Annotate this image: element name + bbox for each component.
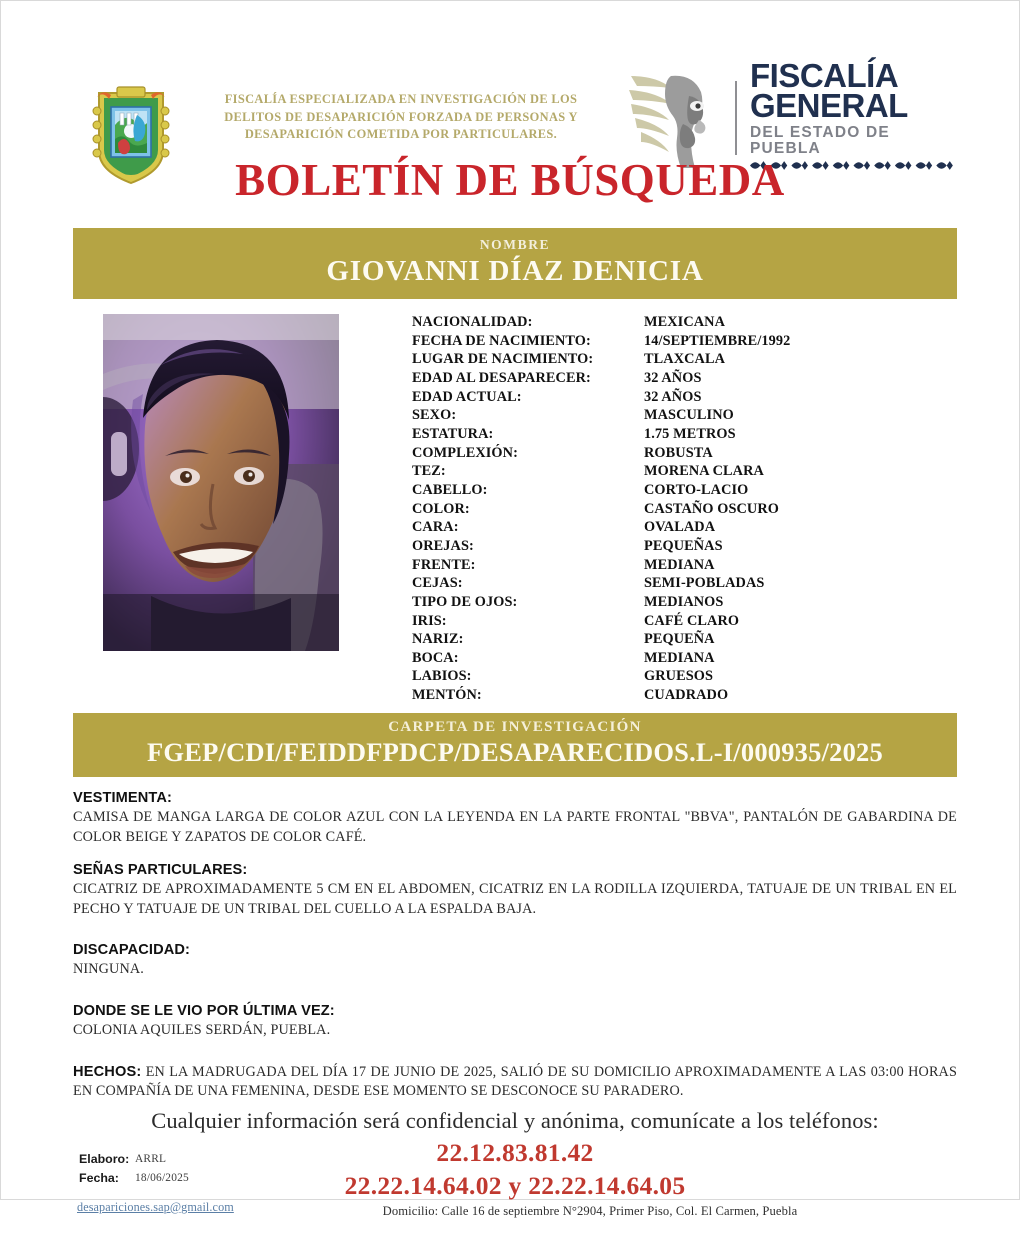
attribute-value: MORENA CLARA (644, 463, 764, 480)
attribute-key: MENTÓN: (412, 687, 482, 704)
office-name-text: FISCALÍA ESPECIALIZADA EN INVESTIGACIÓN DE LOS DELITOS DE DESAPARICIÓN FORZADA DE PERSONAS Y DESAPARICIÓN COMETIDA POR PARTICULARES. (224, 92, 578, 142)
case-label: CARPETA DE INVESTIGACIÓN (388, 718, 642, 735)
attribute-row (412, 369, 957, 388)
section-discapacidad (73, 941, 957, 980)
attribute-row (412, 537, 957, 556)
document-header (1, 1, 1019, 157)
hechos-heading: HECHOS: (73, 1063, 142, 1080)
attribute-value: PEQUEÑA (644, 631, 715, 648)
contact-email-link[interactable]: desapariciones.sap@gmail.com (77, 1199, 234, 1214)
attribute-row (412, 388, 957, 407)
logo-line-fiscalia: FISCALÍA (750, 57, 899, 94)
phone-line-1[interactable]: 22.12.83.81.42 (436, 1137, 594, 1167)
discapacidad-heading: DISCAPACIDAD: (73, 942, 190, 959)
attribute-key: FRENTE: (412, 556, 476, 573)
fecha-row (79, 1169, 189, 1188)
logo-line-general: GENERAL (750, 87, 908, 124)
attribute-row (412, 556, 957, 575)
attribute-key: NACIONALIDAD: (412, 314, 533, 330)
attribute-key: FECHA DE NACIMIENTO: (412, 332, 591, 349)
attribute-row (412, 593, 957, 612)
logo-divider (735, 81, 737, 155)
attribute-row (412, 462, 957, 481)
attribute-row (412, 332, 957, 351)
attribute-row (412, 686, 957, 705)
person-photo (103, 314, 339, 651)
person-name: GIOVANNI DÍAZ DENICIA (326, 255, 704, 287)
attribute-value: MEXICANA (644, 314, 726, 330)
attribute-key: TEZ: (412, 463, 446, 480)
attribute-value: GRUESOS (644, 668, 714, 685)
attribute-value: SEMI-POBLADAS (644, 575, 765, 592)
name-label: NOMBRE (479, 237, 551, 252)
attribute-value: 1.75 METROS (644, 425, 736, 442)
attribute-key: LABIOS: (412, 668, 472, 685)
attribute-row (412, 574, 957, 593)
puebla-coat-of-arms-icon (87, 81, 175, 185)
fecha-value: 18/06/2025 (135, 1171, 189, 1184)
attribute-value: TLAXCALA (644, 351, 726, 368)
attribute-value: PEQUEÑAS (644, 537, 723, 554)
elaboro-label: Elaboro: (79, 1151, 130, 1166)
attribute-row (412, 649, 957, 668)
attributes-list (412, 311, 957, 705)
attribute-row (412, 481, 957, 500)
attribute-row (412, 630, 957, 649)
attribute-value: MEDIANA (644, 649, 715, 666)
attribute-key: CEJAS: (412, 575, 463, 592)
attribute-key: EDAD AL DESAPARECER: (412, 369, 591, 386)
attribute-row (412, 500, 957, 519)
attribute-key: ESTATURA: (412, 425, 494, 442)
elaboro-value: ARRL (135, 1152, 167, 1165)
phone-line-2[interactable]: 22.22.14.64.02 y 22.22.14.64.05 (344, 1170, 686, 1200)
fecha-label: Fecha: (79, 1170, 119, 1185)
spacer (73, 982, 957, 1002)
ultima-vez-heading: DONDE SE LE VIO POR ÚLTIMA VEZ: (73, 1002, 335, 1019)
senas-heading: SEÑAS PARTICULARES: (73, 862, 248, 879)
attribute-value: 14/SEPTIEMBRE/1992 (644, 332, 791, 349)
attribute-row (412, 444, 957, 463)
details-sections (73, 789, 957, 1134)
attribute-row (412, 313, 957, 332)
attribute-row (412, 667, 957, 686)
elaboro-row (79, 1150, 189, 1169)
attribute-key: SEXO: (412, 407, 457, 424)
case-file-banner (73, 713, 957, 777)
hechos-text: EN LA MADRUGADA DEL DÍA 17 DE JUNIO DE 2025, SALIÓ DE SU DOMICILIO APROXIMADAMENTE A LAS 03:00 HORAS EN COMPAÑÍA DE UNA FEMENINA, DESDE ESE MOMENTO SE DESCONOCE SU PARADERO. (73, 1063, 957, 1100)
attribute-row (412, 425, 957, 444)
attribute-key: CARA: (412, 519, 459, 536)
attribute-value: CAFÉ CLARO (644, 612, 740, 629)
attribute-value: ROBUSTA (644, 444, 713, 461)
office-address: Domicilio: Calle 16 de septiembre N°2904, Primer Piso, Col. El Carmen, Puebla (382, 1203, 798, 1218)
attribute-row (412, 406, 957, 425)
senas-text: CICATRIZ DE APROXIMADAMENTE 5 CM EN EL ABDOMEN, CICATRIZ EN LA RODILLA IZQUIERDA, TATUAJE DE UN TRIBAL EN EL PECHO Y TATUAJE DE UN TRIBAL DEL CUELLO A LA ESPALDA BAJA. (73, 881, 957, 917)
ultima-vez-text: COLONIA AQUILES SERDÁN, PUEBLA. (73, 1022, 331, 1039)
attribute-key: OREJAS: (412, 537, 474, 554)
attribute-value: MEDIANOS (644, 593, 724, 610)
page-title: BOLETÍN DE BÚSQUEDA (235, 155, 785, 205)
attribute-row (412, 518, 957, 537)
logo-line-estado: DEL ESTADO DE PUEBLA (750, 124, 890, 157)
section-senas-particulares (73, 861, 957, 919)
attribute-value: CASTAÑO OSCURO (644, 500, 779, 517)
spacer (73, 849, 957, 861)
attribute-key: LUGAR DE NACIMIENTO: (412, 351, 594, 368)
photo-container (103, 314, 339, 651)
attribute-value: 32 AÑOS (644, 369, 702, 386)
footer-metadata (79, 1150, 189, 1188)
document-footer (73, 1138, 957, 1254)
attribute-value: 32 AÑOS (644, 388, 702, 405)
name-banner (73, 228, 957, 299)
section-vestimenta (73, 789, 957, 847)
profile-section (73, 311, 957, 705)
attribute-row (412, 612, 957, 631)
call-to-action-text: Cualquier información será confidencial y anónima, comunícate a los teléfonos: (151, 1107, 879, 1133)
attribute-key: COMPLEXIÓN: (412, 444, 518, 461)
attribute-value: MASCULINO (644, 407, 734, 424)
attribute-value: MEDIANA (644, 556, 715, 573)
attribute-key: IRIS: (412, 612, 447, 629)
section-ultima-vez (73, 1002, 957, 1041)
attribute-key: BOCA: (412, 649, 459, 666)
attribute-key: COLOR: (412, 500, 470, 517)
section-hechos (73, 1063, 957, 1102)
attribute-key: CABELLO: (412, 481, 488, 498)
phone-numbers (73, 1138, 957, 1201)
discapacidad-text: NINGUNA. (73, 961, 144, 978)
vestimenta-text: CAMISA DE MANGA LARGA DE COLOR AZUL CON LA LEYENDA EN LA PARTE FRONTAL "BBVA", PANTALÓN DE GABARDINA DE COLOR BEIGE Y ZAPATOS DE COLOR CAFÉ. (73, 809, 957, 845)
attribute-value: CUADRADO (644, 687, 729, 704)
attribute-value: OVALADA (644, 519, 716, 536)
attribute-key: TIPO DE OJOS: (412, 593, 518, 610)
vestimenta-heading: VESTIMENTA: (73, 789, 172, 806)
spacer (73, 921, 957, 941)
attribute-key: EDAD ACTUAL: (412, 388, 522, 405)
attribute-row (412, 350, 957, 369)
case-number: FGEP/CDI/FEIDDFPDCP/DESAPARECIDOS.L-I/000935/2025 (147, 736, 883, 767)
attribute-key: NARIZ: (412, 631, 464, 648)
attribute-value: CORTO-LACIO (644, 481, 749, 498)
